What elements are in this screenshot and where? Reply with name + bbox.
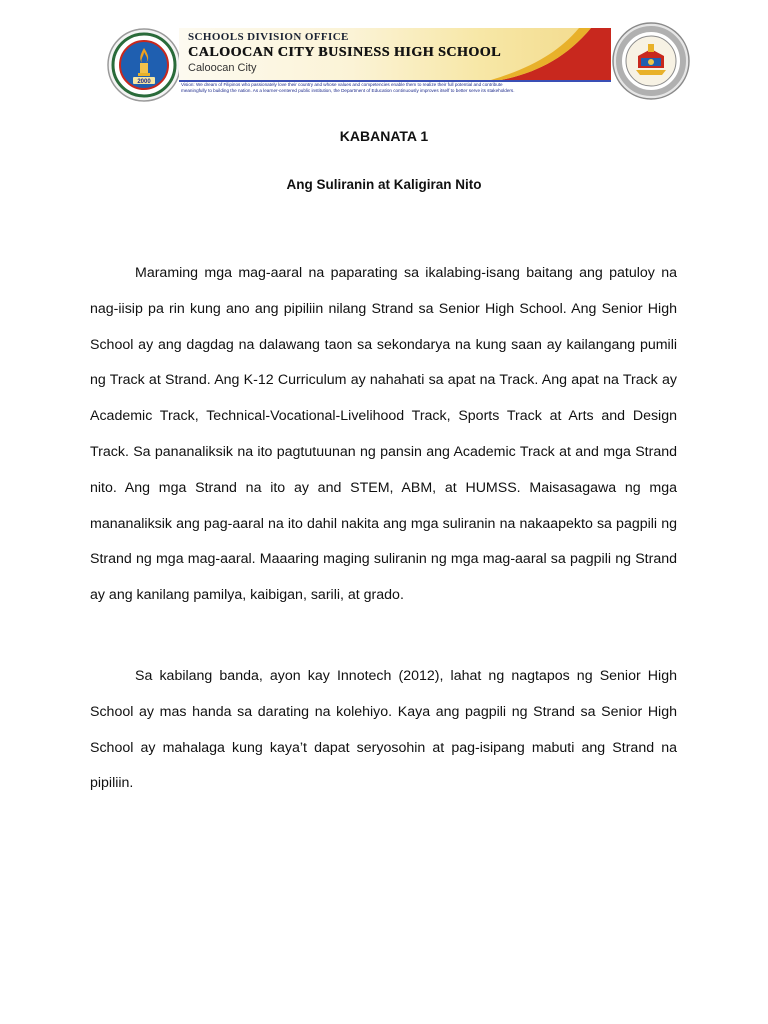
chapter-heading: KABANATA 1 (339, 128, 429, 144)
body-paragraph: Sa kabilang banda, ayon kay Innotech (2012), lahat ng nagtapos ng Senior High School ay mas handa sa darating na kolehiyo. Kaya ang pagpili ng Strand sa Senior High School ay mahalaga kung kaya’t dapat seryosohin at pag-isipang mabuti ang Strand na pipiliin. (90, 668, 677, 792)
school-name: CALOOCAN CITY BUSINESS HIGH SCHOOL (188, 45, 501, 60)
chapter-title: Ang Suliranin at Kaligiran Nito (286, 177, 482, 192)
seal-year: 2000 (137, 79, 151, 85)
vision-line-2: meaningfully to building the nation. As a learner-centered public institution, the Department of Education continuously improves itself to better serve its stakeholders. (181, 88, 515, 93)
letterhead (105, 22, 693, 102)
vision-line-1: Vision: We dream of Filipinos who passionately love their country and whose values and competencies enable them to realize their full potential and contribute (181, 82, 503, 87)
school-seal-logo (107, 28, 181, 102)
city-name: Caloocan City (188, 62, 257, 74)
city-seal-logo (612, 22, 690, 100)
vision-statement (181, 82, 621, 94)
letterhead-banner (179, 28, 611, 80)
body-paragraph: Maraming mga mag-aaral na paparating sa ikalabing-isang baitang ang patuloy na nag-iisip pa rin kung ano ang pipiliin nilang Strand sa Senior High School. Ang Senior High School ay ang dagdag na dalawang taon sa sekondarya na kung saan ay kailangang pumili ng Track at Strand. Ang K-12 Curriculum ay nahahati sa apat na Track. Ang apat na Track ay Academic Track, Technical-Vocational-Livelihood Track, Sports Track at Arts and Design Track. Sa pananaliksik na ito pagtutuunan ng pansin ang Academic Track at and mga Strand nito. Ang mga Strand na ito ay and STEM, ABM, at HUMSS. Maisasagawa ng mga mananaliksik ang pag-aaral na ito dahil nakita ang mga suliranin na nakaapekto sa pagpili ng Strand ng mga mag-aaral. Maaaring maging suliranin ng mga mag-aaral sa pagpili ng Strand ay ang kanilang pamilya, kaibigan, sarili, at grado. (90, 265, 677, 604)
office-name: SCHOOLS DIVISION OFFICE (188, 31, 349, 43)
